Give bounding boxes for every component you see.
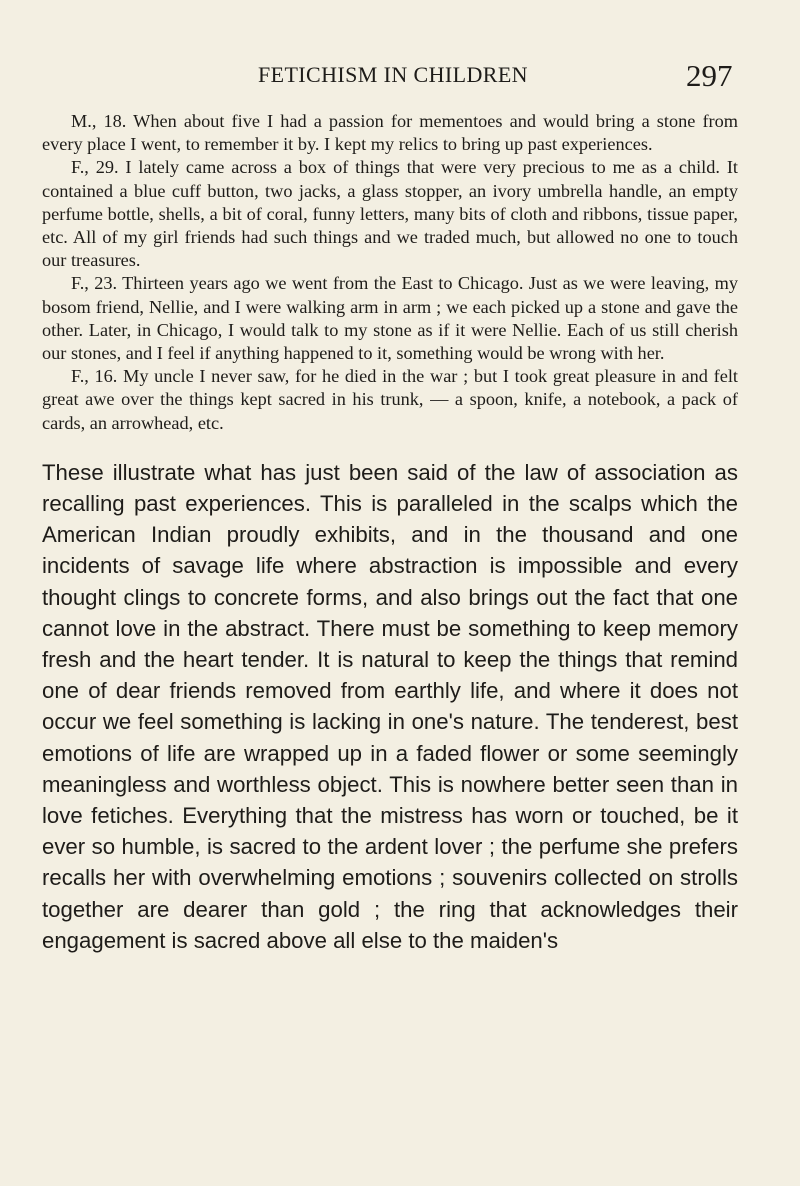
commentary-paragraph: These illustrate what has just been said of the law of association as recalling past experiences. This is paralleled in the scalps which the American Indian proudly exhibits, and in the thousand and one incidents of savage life where abstraction is impossible and every thought clings to concrete forms, and also brings out the fact that one cannot love in the abstract. There must be something to keep memory fresh and the heart tender. It is natural to keep the things that remind one of dear friends removed from earthly life, and where it does not occur we feel something is lacking in one's nature. The tenderest, best emotions of life are wrapped up in a faded flower or some seemingly meaningless and worthless object. This is nowhere better seen than in love fetiches. Everything that the mistress has worn or touched, be it ever so humble, is sacred to the ardent lover ; the perfume she prefers recalls her with overwhelming emotions ; souvenirs collected on strolls together are dearer than gold ; the ring that acknowledges their engagement is sacred above all else to the maiden's <box>42 459 738 953</box>
testimony-block <box>42 110 738 435</box>
testimony-paragraph: F., 16. My uncle I never saw, for he died in the war ; but I took great pleasure in and felt great awe over the things kept sacred in his trunk, — a spoon, knife, a notebook, a pack of cards, an arrowhead, etc. <box>42 366 738 433</box>
testimony-paragraph: M., 18. When about five I had a passion for mementoes and would bring a stone from every place I went, to remember it by. I kept my relics to bring up past experiences. <box>42 111 738 155</box>
testimony-paragraph: F., 29. I lately came across a box of things that were very precious to me as a child. It contained a blue cuff button, two jacks, a glass stopper, an ivory umbrella handle, an empty perfume bottle, shells, a bit of coral, funny letters, many bits of cloth and ribbons, tissue paper, etc. All of my girl friends had such things and we traded much, but allowed no one to touch our treasures. <box>42 157 738 271</box>
page-header <box>0 58 800 98</box>
page-body <box>42 110 738 956</box>
running-head: FETICHISM IN CHILDREN <box>258 62 528 87</box>
page-number: 297 <box>686 58 733 93</box>
commentary-block <box>42 457 738 956</box>
testimony-paragraph: F., 23. Thirteen years ago we went from the East to Chicago. Just as we were leaving, my bosom friend, Nellie, and I were walking arm in arm ; we each picked up a stone and gave the other. Later, in Chicago, I would talk to my stone as if it were Nellie. Each of us still cherish our stones, and I feel if anything happened to it, something would be wrong with her. <box>42 273 738 364</box>
